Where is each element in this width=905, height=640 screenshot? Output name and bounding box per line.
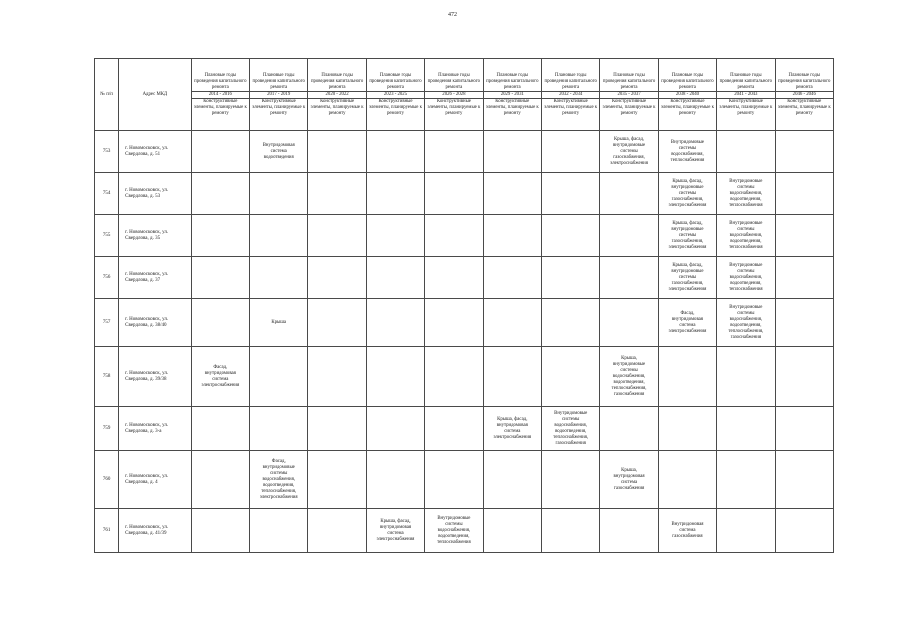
repair-elements-cell [366,173,424,215]
repair-elements-cell [483,131,541,173]
repair-elements-cell [775,173,833,215]
repair-elements-cell [658,451,716,509]
repair-elements-cell [250,407,308,451]
header-elements-label: Конструктивные элементы, планируемые к ремонту [658,99,716,131]
header-period-cell [191,59,249,99]
header-plan-title: Плановые годы проведения капитального ремонта [544,73,597,90]
repair-elements-cell [425,451,483,509]
table-row [95,509,834,553]
repair-elements-cell: Внутридомовые системы водоснабжения, водоотведения, теплоснабжения [717,173,775,215]
repair-elements-cell [366,215,424,257]
repair-elements-cell [600,509,658,553]
table-row [95,257,834,299]
repair-elements-cell [366,347,424,407]
repair-elements-cell: Крыша, фасад, внутридомовая система электроснабжения [483,407,541,451]
repair-elements-cell [308,407,366,451]
repair-elements-cell [541,257,599,299]
row-number: 759 [95,407,119,451]
repair-elements-cell [425,407,483,451]
repair-elements-cell [717,407,775,451]
table-row [95,299,834,347]
row-number: 754 [95,173,119,215]
row-address: г. Новомосковск, ул. Свердлова, д. 51 [119,131,191,173]
repair-elements-cell [308,131,366,173]
repair-elements-cell [191,173,249,215]
header-elements-label: Конструктивные элементы, планируемые к ремонту [425,99,483,131]
repair-elements-cell: Крыша, внутридомовая система газоснабжения [600,451,658,509]
header-period-cell [483,59,541,99]
header-address: Адрес МКД [119,59,191,131]
header-elements-label: Конструктивные элементы, планируемые к ремонту [775,99,833,131]
repair-elements-cell [775,509,833,553]
header-plan-title: Плановые годы проведения капитального ремонта [427,73,481,90]
header-period-cell [658,59,716,99]
row-number: 761 [95,509,119,553]
repair-elements-cell [250,215,308,257]
table-row [95,215,834,257]
repair-elements-cell: Фасад, внутридомовые системы водоснабжения, водоотведения, теплоснабжения, электроснабжения [250,451,308,509]
header-plan-title: Плановые годы проведения капитального ремонта [252,73,305,90]
header-num: № п/п [95,59,119,131]
row-number: 755 [95,215,119,257]
header-period-cell [425,59,483,99]
capital-repair-table [94,58,834,553]
repair-elements-cell [600,299,658,347]
header-elements-label: Конструктивные элементы, планируемые к ремонту [483,99,541,131]
repair-elements-cell [483,215,541,257]
repair-elements-cell [250,347,308,407]
repair-elements-cell [775,257,833,299]
header-period-cell [308,59,366,99]
repair-elements-cell [191,407,249,451]
repair-elements-cell [308,347,366,407]
header-period: 2046 - 2046 [776,91,833,98]
repair-elements-cell [191,257,249,299]
repair-elements-cell [308,173,366,215]
repair-elements-cell [600,257,658,299]
repair-elements-cell [366,257,424,299]
repair-elements-cell [366,131,424,173]
header-period: 2041 - 2043 [717,91,774,98]
repair-elements-cell [541,451,599,509]
header-plan-title: Плановые годы проведения капитального ремонта [369,73,422,90]
row-number: 753 [95,131,119,173]
repair-elements-cell [191,131,249,173]
header-elements-label: Конструктивные элементы, планируемые к ремонту [191,99,249,131]
repair-elements-cell [541,215,599,257]
header-plan-title: Плановые годы проведения капитального ремонта [602,73,656,90]
header-period: 2020 - 2022 [308,91,365,98]
repair-elements-cell [191,299,249,347]
repair-elements-cell [308,299,366,347]
repair-elements-cell [425,215,483,257]
repair-elements-cell [775,299,833,347]
repair-elements-cell [717,509,775,553]
repair-elements-cell [541,173,599,215]
repair-elements-cell [191,451,249,509]
header-plan-title: Плановые годы проведения капитального ремонта [778,73,831,90]
row-number: 756 [95,257,119,299]
header-plan-title: Плановые годы проведения капитального ремонта [310,73,364,90]
repair-elements-cell: Крыша, фасад, внутридомовые системы газоснабжения, электроснабжения [658,257,716,299]
repair-elements-cell [483,299,541,347]
header-elements-label: Конструктивные элементы, планируемые к ремонту [600,99,658,131]
row-address: г. Новомосковск, ул. Свердлова, д. 53 [119,173,191,215]
repair-elements-cell: Крыша, внутридомовые системы водоснабжения, водоотведения, теплоснабжения, газоснабжения [600,347,658,407]
table-header [95,59,834,131]
repair-elements-cell [483,509,541,553]
header-elements-label: Конструктивные элементы, планируемые к ремонту [308,99,366,131]
table-row [95,347,834,407]
repair-elements-cell [425,173,483,215]
repair-elements-cell [250,257,308,299]
header-period: 2038 - 2040 [659,91,716,98]
repair-elements-cell: Внутридомовые системы водоснабжения, водоотведения, теплоснабжения [717,257,775,299]
row-address: г. Новомосковск, ул. Свердлова, д. 37 [119,257,191,299]
repair-elements-cell [775,407,833,451]
repair-elements-cell [483,451,541,509]
repair-elements-cell: Крыша, фасад, внутридомовые системы газоснабжения, электроснабжения [658,215,716,257]
repair-elements-cell [600,173,658,215]
repair-elements-cell: Фасад, внутридомовая система электроснабжения [191,347,249,407]
repair-elements-cell [308,257,366,299]
repair-elements-cell [717,451,775,509]
header-elements-label: Конструктивные элементы, планируемые к ремонту [541,99,599,131]
repair-elements-cell [425,257,483,299]
header-elements-label: Конструктивные элементы, планируемые к ремонту [250,99,308,131]
row-number: 757 [95,299,119,347]
repair-elements-cell [366,407,424,451]
header-plan-title: Плановые годы проведения капитального ремонта [194,73,247,90]
repair-elements-cell [483,257,541,299]
repair-elements-cell [366,299,424,347]
repair-elements-cell [425,347,483,407]
repair-elements-cell [775,131,833,173]
header-plan-title: Плановые годы проведения капитального ремонта [661,73,714,90]
repair-elements-cell [483,173,541,215]
repair-elements-cell: Внутридомовая система газоснабжения [658,509,716,553]
header-elements-label: Конструктивные элементы, планируемые к ремонту [366,99,424,131]
header-period-cell [366,59,424,99]
row-number: 758 [95,347,119,407]
row-address: г. Новомосковск, ул. Свердлова, д. 3-а [119,407,191,451]
header-period-cell [600,59,658,99]
repair-elements-cell [308,451,366,509]
repair-elements-cell [425,299,483,347]
row-address: г. Новомосковск, ул. Свердлова, д. 38/40 [119,299,191,347]
header-period: 2026 - 2028 [425,91,482,98]
header-elements-label: Конструктивные элементы, планируемые к ремонту [717,99,775,131]
header-plan-title: Плановые годы проведения капитального ремонта [486,73,539,90]
repair-elements-cell: Внутридомовые системы водоснабжения, теплоснабжения [658,131,716,173]
page-number: 472 [448,12,457,18]
header-period: 2035 - 2037 [600,91,657,98]
repair-elements-cell [775,347,833,407]
header-period: 2023 - 2025 [367,91,424,98]
header-period-cell [775,59,833,99]
repair-elements-cell [425,131,483,173]
header-period: 2029 - 2031 [484,91,541,98]
repair-elements-cell [191,215,249,257]
row-number: 760 [95,451,119,509]
table-row [95,131,834,173]
repair-elements-cell: Фасад, внутридомовая система электроснабжения [658,299,716,347]
repair-elements-cell [541,509,599,553]
table-row [95,451,834,509]
table-row [95,173,834,215]
repair-elements-cell [191,509,249,553]
repair-elements-cell [308,509,366,553]
repair-elements-cell: Крыша [250,299,308,347]
header-period: 2014 - 2016 [192,91,249,98]
row-address: г. Новомосковск, ул. Свердлова, д. 4 [119,451,191,509]
header-period-cell [250,59,308,99]
header-period: 2032 - 2034 [542,91,599,98]
repair-elements-cell [483,347,541,407]
repair-elements-cell: Внутридомовые системы водоснабжения, водоотведения, теплоснабжения [717,215,775,257]
repair-elements-cell: Внутридомовые системы водоснабжения, водоотведения, теплоснабжения, газоснабжения [717,299,775,347]
repair-elements-cell: Внутридомовая система водоотведения [250,131,308,173]
repair-elements-cell [541,131,599,173]
repair-elements-cell [541,299,599,347]
repair-elements-cell [600,215,658,257]
repair-elements-cell [717,347,775,407]
table-row [95,407,834,451]
row-address: г. Новомосковск, ул. Свердлова, д. 39/38 [119,347,191,407]
repair-elements-cell [658,347,716,407]
repair-elements-cell: Внутридомовые системы водоснабжения, водоотведения, теплоснабжения [425,509,483,553]
repair-elements-cell: Крыша, фасад, внутридомовые системы газоснабжения, электроснабжения [600,131,658,173]
repair-elements-cell: Крыша, фасад, внутридомовые системы газоснабжения, электроснабжения [658,173,716,215]
repair-elements-cell [775,451,833,509]
repair-elements-cell [658,407,716,451]
repair-elements-cell [541,347,599,407]
header-plan-title: Плановые годы проведения капитального ремонта [719,73,773,90]
header-period-cell [541,59,599,99]
table-body [95,131,834,553]
header-period-cell [717,59,775,99]
repair-elements-cell [250,173,308,215]
row-address: г. Новомосковск, ул. Свердлова, д. 35 [119,215,191,257]
repair-elements-cell [250,509,308,553]
repair-elements-cell [308,215,366,257]
row-address: г. Новомосковск, ул. Свердлова, д. 41/39 [119,509,191,553]
repair-elements-cell: Внутридомовые системы водоснабжения, водоотведения, теплоснабжения, газоснабжения [541,407,599,451]
repair-elements-cell: Крыша, фасад, внутридомовая система электроснабжения [366,509,424,553]
repair-elements-cell [366,451,424,509]
repair-elements-cell [717,131,775,173]
header-period: 2017 - 2019 [250,91,307,98]
repair-elements-cell [600,407,658,451]
repair-elements-cell [775,215,833,257]
